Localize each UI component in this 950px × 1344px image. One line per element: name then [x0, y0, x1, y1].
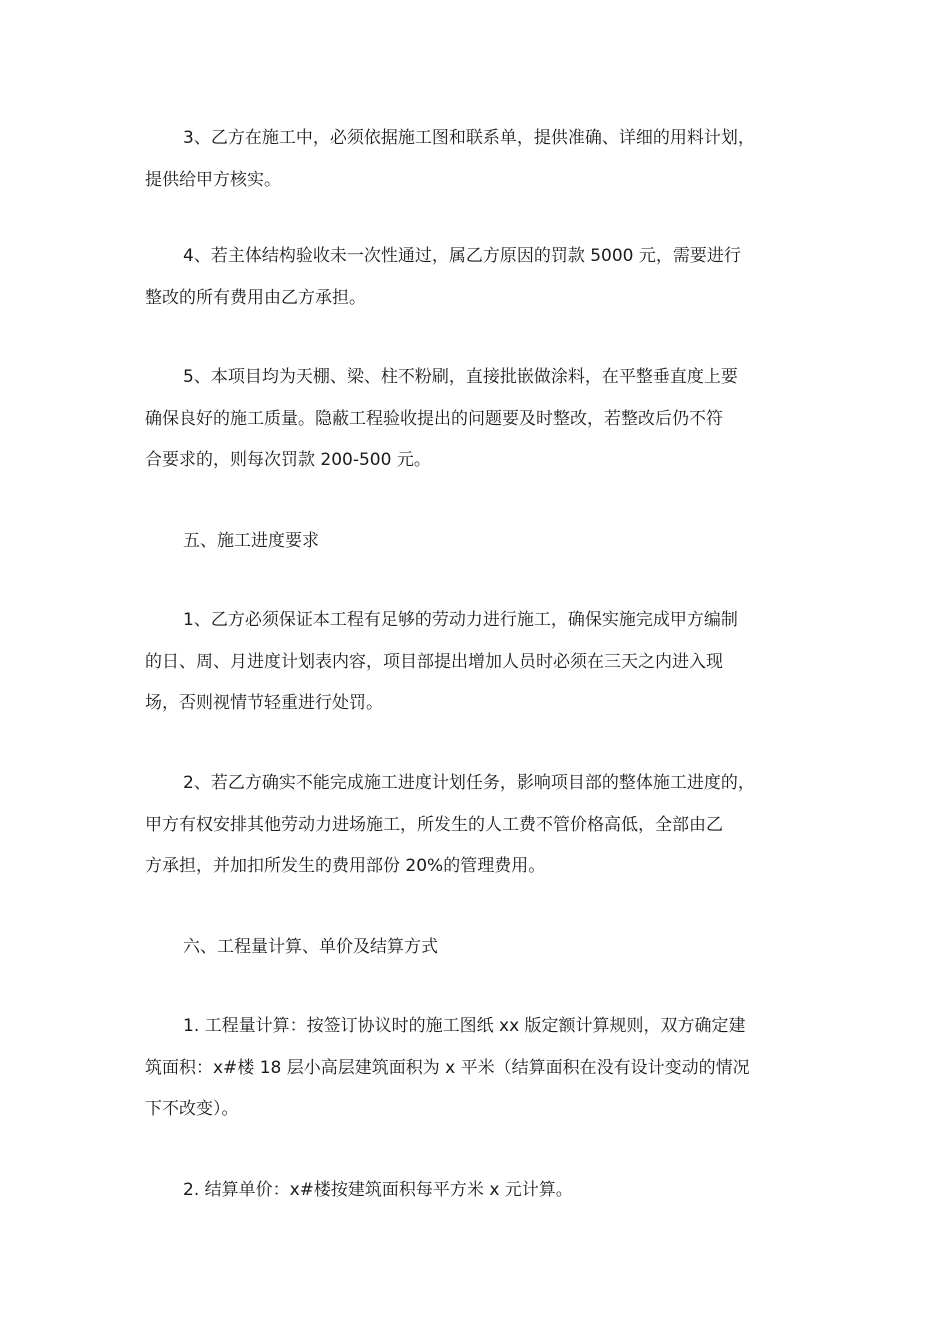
section-heading-schedule [145, 521, 825, 563]
section-heading-text: 六、工程量计算、单价及结算方式 [183, 937, 438, 957]
paragraph-line: 场，否则视情节轻重进行处罚。 [145, 693, 383, 713]
paragraph-labor-guarantee [145, 600, 825, 725]
paragraph-line: 下不改变）。 [145, 1099, 239, 1119]
paragraph-line: 2、若乙方确实不能完成施工进度计划任务，影响项目部的整体施工进度的， [183, 773, 755, 793]
section-heading-settlement [145, 927, 825, 969]
paragraph-line: 5、本项目均为天棚、梁、柱不粉刷，直接批嵌做涂料，在平整垂直度上要 [183, 367, 738, 387]
paragraph-line: 提供给甲方核实。 [145, 169, 281, 190]
paragraph-line: 筑面积：x#楼 18 层小高层建筑面积为 x 平米（结算面积在没有设计变动的情况 [145, 1057, 750, 1078]
paragraph-line: 甲方有权安排其他劳动力进场施工，所发生的人工费不管价格高低，全部由乙 [145, 814, 723, 835]
paragraph-line: 1、乙方必须保证本工程有足够的劳动力进行施工，确保实施完成甲方编制 [183, 610, 738, 630]
paragraph-line: 合要求的，则每次罚款 200-500 元。 [145, 450, 431, 470]
paragraph-structure-acceptance [145, 236, 825, 319]
paragraph-line: 4、若主体结构验收未一次性通过，属乙方原因的罚款 5000 元，需要进行 [183, 246, 741, 266]
paragraph-line: 的日、周、月进度计划表内容，项目部提出增加人员时必须在三天之内进入现 [145, 651, 723, 672]
paragraph-quality-requirements [145, 357, 825, 482]
paragraph-schedule-failure [145, 763, 825, 888]
paragraph-line: 确保良好的施工质量。隐蔽工程验收提出的问题要及时整改，若整改后仍不符 [145, 408, 723, 429]
paragraph-line: 3、乙方在施工中，必须依据施工图和联系单，提供准确、详细的用料计划， [183, 128, 755, 148]
paragraph-quantity-calculation [145, 1006, 825, 1131]
paragraph-line: 1. 工程量计算：按签订协议时的施工图纸 xx 版定额计算规则，双方确定建 [183, 1016, 746, 1036]
paragraph-material-plan [145, 118, 825, 201]
paragraph-line: 方承担，并加扣所发生的费用部份 20%的管理费用。 [145, 856, 546, 876]
section-heading-text: 五、施工进度要求 [183, 531, 319, 551]
paragraph-line: 整改的所有费用由乙方承担。 [145, 287, 366, 308]
paragraph-line: 2. 结算单价：x#楼按建筑面积每平方米 x 元计算。 [183, 1180, 573, 1200]
paragraph-unit-price [145, 1170, 825, 1212]
